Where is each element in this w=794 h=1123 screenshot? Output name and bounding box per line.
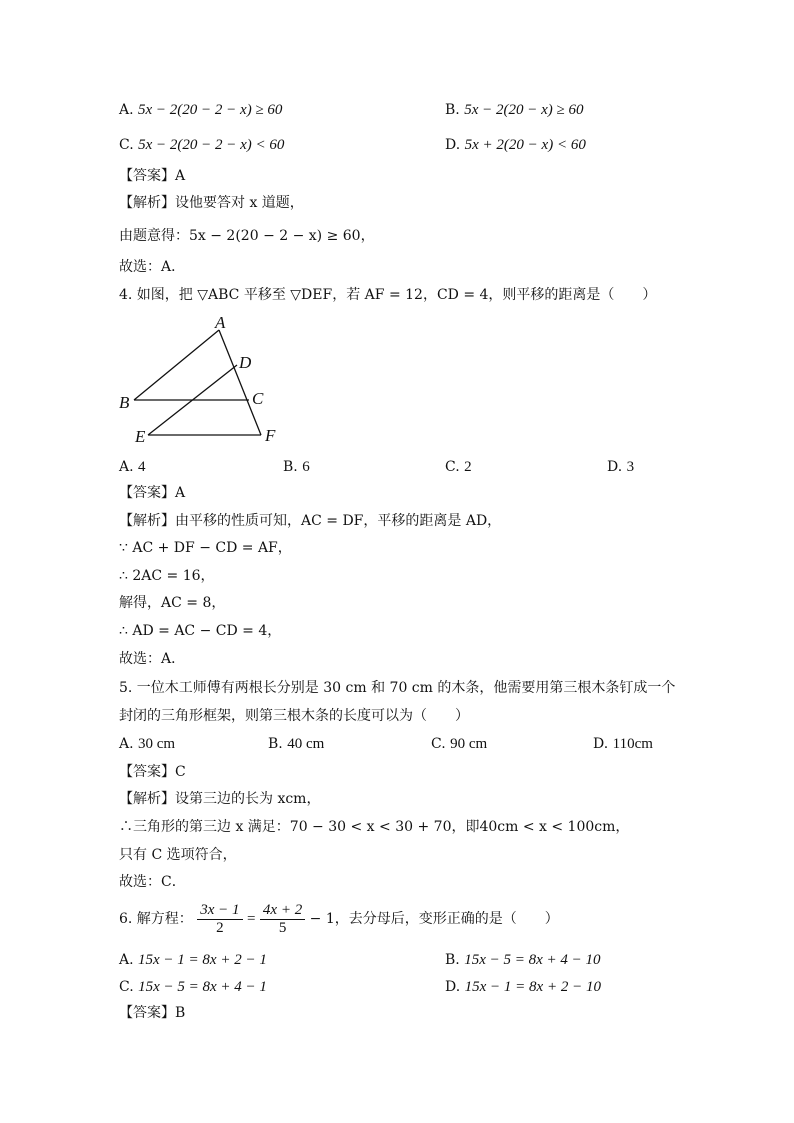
q3-option-d-expr: 5x + 2(20 − x) < 60 xyxy=(464,137,586,153)
q6-option-c: C. 15x − 5 = 8x + 4 − 1 xyxy=(119,979,267,995)
q4-answer: 【答案】A xyxy=(119,485,186,501)
q5-analysis-line-1: 【解析】设第三边的长为 xcm， xyxy=(119,791,321,807)
q4-option-b: B. 6 xyxy=(283,459,310,475)
q3-option-d: D. 5x + 2(20 − x) < 60 xyxy=(445,137,586,153)
q5-option-c: C. 90 cm xyxy=(431,736,488,752)
q3-option-b-expr: 5x − 2(20 − x) ≥ 60 xyxy=(464,102,584,118)
q5-question-line-2: 封闭的三角形框架，则第三根木条的长度可以为（ ） xyxy=(119,708,469,724)
q6-fraction-right: $\frac{4x + 2}{5}$ xyxy=(260,902,305,937)
q3-option-c-expr: 5x − 2(20 − 2 − x) < 60 xyxy=(138,137,285,153)
q4-analysis-line-6: 故选：A． xyxy=(119,651,186,667)
q3-analysis-line-1: 【解析】设他要答对 x 道题， xyxy=(119,195,304,211)
segment-af xyxy=(219,330,261,435)
q4-analysis-line-1: 【解析】由平移的性质可知，AC = DF，平移的距离是 AD， xyxy=(119,513,502,529)
q4-analysis-line-3: ∴ 2AC = 16， xyxy=(119,568,215,584)
q4-analysis-line-5: ∴ AD = AC − CD = 4， xyxy=(119,623,282,639)
q5-analysis-line-3: 只有 C 选项符合， xyxy=(119,847,237,863)
q4-option-d: D. 3 xyxy=(607,459,635,475)
label-f: F xyxy=(265,426,276,445)
q3-option-b: B. 5x − 2(20 − x) ≥ 60 xyxy=(445,102,584,118)
q4-analysis-line-2: ∵ AC + DF − CD = AF， xyxy=(119,540,292,556)
q5-analysis-line-4: 故选：C． xyxy=(119,874,186,890)
q6-answer: 【答案】B xyxy=(119,1005,186,1021)
q6-option-b: B. 15x − 5 = 8x + 4 − 10 xyxy=(445,952,601,968)
q3-analysis-line-3: 故选：A． xyxy=(119,259,186,275)
q5-option-d: D. 110cm xyxy=(593,736,653,752)
label-d: D xyxy=(239,353,252,372)
q3-option-c: C. 5x − 2(20 − 2 − x) < 60 xyxy=(119,137,285,153)
q6-fraction-left: $\frac{3x - 1}{2}$ xyxy=(197,902,242,937)
q3-option-a-expr: 5x − 2(20 − 2 − x) ≥ 60 xyxy=(138,102,283,118)
q3-answer: 【答案】A xyxy=(119,168,186,184)
q4-option-a: A. 4 xyxy=(119,459,146,475)
label-b: B xyxy=(119,393,130,412)
q5-question-line-1: 5. 一位木工师傅有两根长分别是 30 cm 和 70 cm 的木条，他需要用第三根木条钉成一个 xyxy=(119,680,676,696)
q6-option-a: A. 15x − 1 = 8x + 2 − 1 xyxy=(119,952,267,968)
q6-question: 6. 解方程： $\frac{3x - 1}{2}$ = $\frac{4x + 2}{5}$ − 1，去分母后，变形正确的是（ ） xyxy=(119,901,559,936)
q4-triangle-figure xyxy=(110,308,310,450)
q5-option-a: A. 30 cm xyxy=(119,736,176,752)
label-c: C xyxy=(252,389,264,408)
q6-option-d: D. 15x − 1 = 8x + 2 − 10 xyxy=(445,979,601,995)
q5-answer: 【答案】C xyxy=(119,764,186,780)
q4-analysis-line-4: 解得，AC = 8， xyxy=(119,595,226,611)
q3-option-a: A. 5x − 2(20 − 2 − x) ≥ 60 xyxy=(119,102,283,118)
q3-analysis-line-2: 由题意得：5x − 2(20 − 2 − x) ≥ 60， xyxy=(119,228,375,244)
label-a: A xyxy=(215,313,226,332)
label-e: E xyxy=(135,427,146,446)
q5-option-b: B. 40 cm xyxy=(268,736,325,752)
q5-analysis-line-2: ∴三角形的第三边 x 满足：70 − 30 < x < 30 + 70，即40cm < x < 100cm， xyxy=(119,819,630,835)
q4-question: 4. 如图，把 ▽ABC 平移至 ▽DEF，若 AF = 12，CD = 4，则平移的距离是（ ） xyxy=(119,287,657,303)
q4-option-c: C. 2 xyxy=(445,459,472,475)
